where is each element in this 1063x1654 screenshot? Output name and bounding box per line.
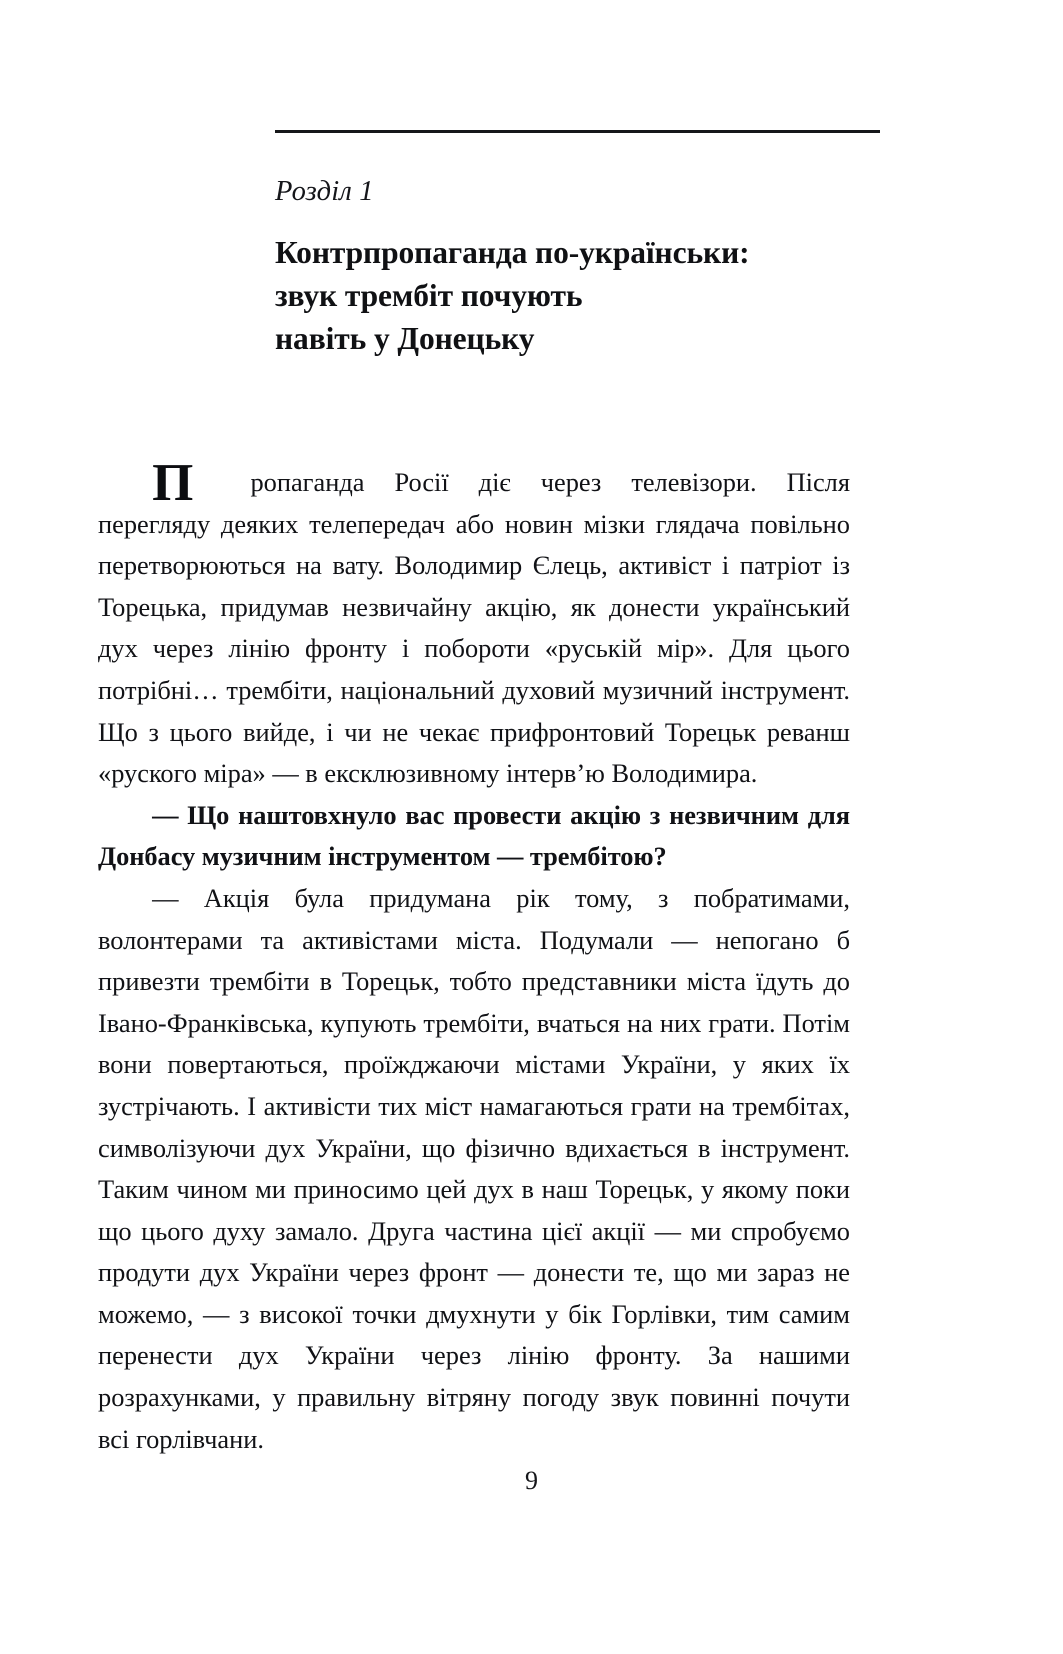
intro-paragraph-text: ропаганда Росії діє через телевізори. Після перегляду деяких телепередач або новин мізки глядача повільно перетворюються на вату. Володимир Єлець, активіст і патріот із Торецька, придумав незвичайну акцію, як донести український дух через лінію фронту і побороти «руській мір». Для цього потрібні… трембіти, національний духовий музичний інструмент. Що з цього вийде, і чи не чекає прифронтовий Торецьк реванш «руского міра» — в ексклюзивному інтерв’ю Володимира. — [98, 467, 850, 789]
interview-question-paragraph: — Що наштовхнуло вас провести акцію з незвичним для Донбасу музичним інструментом — трембітою? — [98, 799, 850, 872]
interview-answer-paragraph: — Акція була придумана рік тому, з побратимами, волонтерами та активістами міста. Подумали — непогано б привезти трембіти в Торецьк, тобто представники міста їдуть до Івано-Франківська, купують трембіти, вчаться на них грати. Потім вони повертаються, проїжджаючи містами України, у яких їх зустрічають. І активісти тих міст намагаються грати на трембітах, символізуючи дух України, що фізично вдихається в інструмент. Таким чином ми приносимо цей дух в наш Торецьк, у якому поки що цього духу замало. Друга частина цієї акції — ми спробуємо продути дух України через фронт — донести те, що ми зараз не можемо, — з високої точки дмухнути у бік Горлівки, тим самим перенести дух України через лінію фронту. За нашими розрахунками, у правильну вітряну погоду звук повинні почути всі горлівчани. — [98, 882, 850, 1454]
page-number: 9 — [525, 1466, 538, 1495]
chapter-title — [275, 231, 880, 360]
chapter-title-line-2: звук трембіт почують — [275, 278, 583, 314]
chapter-title-line-3: навіть у Донецьку — [275, 321, 535, 357]
chapter-header — [275, 130, 880, 361]
chapter-number-label: Розділ 1 — [275, 176, 374, 207]
intro-paragraph — [98, 454, 850, 795]
chapter-title-line-1: Контрпропаганда по-українськи: — [275, 235, 750, 271]
drop-cap: П — [152, 454, 194, 512]
body-text-column — [98, 454, 850, 1460]
header-rule-divider — [275, 130, 880, 133]
